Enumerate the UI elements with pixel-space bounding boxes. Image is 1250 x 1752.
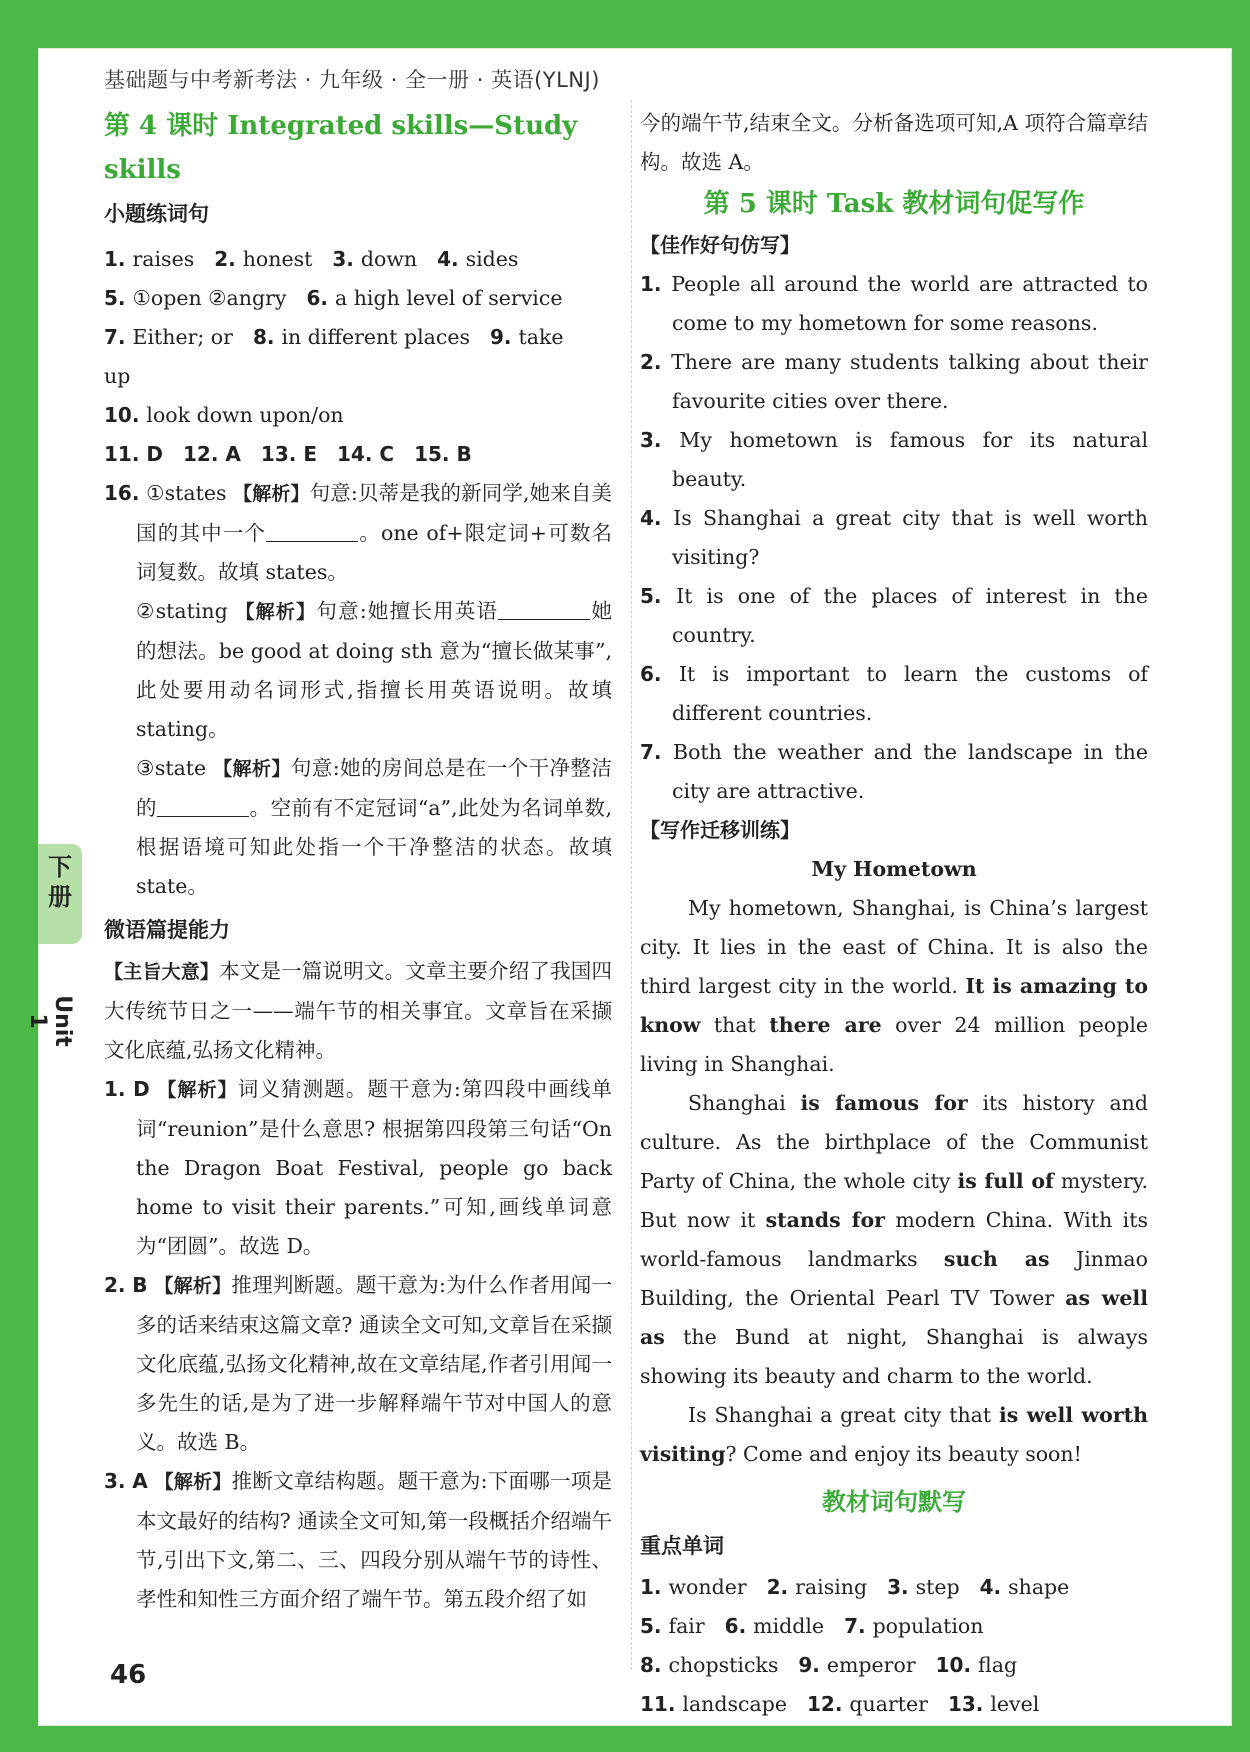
item-text: quarter: [849, 1692, 928, 1716]
highlighted-phrase: such as: [943, 1247, 1050, 1271]
highlighted-phrase: is well worth visiting: [640, 1403, 1148, 1466]
answer-text: ③state: [136, 756, 207, 780]
question-number: 2.: [104, 1273, 126, 1297]
answer-item: [332, 247, 417, 271]
imitation-sentence: [640, 343, 1148, 421]
question-number: 16.: [104, 481, 140, 505]
analysis-text: 她的想法。be good at doing sth 意为“擅长做某事”,此处要用动名词形式,指擅长用英语说明。故填 stating。: [136, 599, 613, 741]
essay-text: that: [700, 1013, 770, 1037]
unit-label: Unit 1: [25, 995, 75, 1047]
item-number: 8.: [252, 325, 282, 349]
essay-title: My Hometown: [811, 857, 977, 881]
item-number: 5.: [640, 1614, 669, 1638]
highlighted-phrase: is famous for: [800, 1091, 968, 1115]
word-line-2: [640, 1607, 1148, 1646]
right-column: [640, 104, 1148, 1724]
item-number: 10.: [935, 1653, 979, 1677]
main-idea-text: 本文是一篇说明文。文章主要介绍了我国四大传统节日之一——端午节的相关事宜。文章旨在采撷文化底蕴,弘扬文化精神。: [104, 959, 612, 1062]
page-frame-left: [0, 0, 38, 1752]
running-head: 基础题与中考新考法 · 九年级 · 全一册 · 英语(YLNJ): [104, 68, 600, 92]
answer-item: [104, 325, 233, 349]
analysis-tag: 【解析】: [233, 483, 310, 505]
answer-item: [798, 1653, 915, 1677]
highlighted-phrase: as well as: [640, 1286, 1148, 1349]
answer-item: [104, 403, 344, 427]
answer-letter: A: [132, 1469, 148, 1493]
answer-line-4: [104, 396, 612, 435]
item-text: down: [360, 247, 418, 271]
answer-item: [307, 286, 563, 310]
reading-answer-2: [104, 1266, 612, 1462]
page-frame-right: [1232, 0, 1250, 1752]
page-number: 46: [110, 1660, 147, 1690]
imitation-sentence: [640, 421, 1148, 499]
item-number: 4.: [437, 247, 466, 271]
item-number: 9.: [798, 1653, 827, 1677]
item-text: chopsticks: [668, 1653, 779, 1677]
column-divider: [631, 100, 632, 1670]
left-column: [104, 104, 612, 1619]
item-text: raises: [132, 247, 195, 271]
main-idea: [104, 952, 612, 1070]
item-text: step: [915, 1575, 960, 1599]
section-title-key-words: 重点单词: [640, 1534, 724, 1558]
essay-text: Shanghai: [688, 1091, 801, 1115]
answer-item: [261, 442, 317, 466]
answer-line-3: [104, 318, 612, 396]
section-title-writing: 【写作迁移训练】: [640, 818, 800, 842]
highlighted-phrase: It is amazing to know: [640, 974, 1148, 1037]
fill-blank: [157, 794, 249, 817]
item-number: 4.: [979, 1575, 1009, 1599]
item-text: sides: [465, 247, 519, 271]
item-number: 7.: [104, 325, 133, 349]
item-text: B: [456, 442, 472, 466]
essay-paragraph-3: [640, 1396, 1148, 1474]
reading-answer-3: [104, 1462, 612, 1619]
item-text: population: [872, 1614, 984, 1638]
item-number: 2.: [766, 1575, 796, 1599]
section-title-textbook-review: 教材词句默写: [822, 1487, 966, 1516]
analysis-tag: 【解析】: [235, 601, 317, 623]
answer-item: [104, 247, 194, 271]
word-line-3: [640, 1646, 1148, 1685]
section-title-imitation: 【佳作好句仿写】: [640, 233, 800, 257]
sentence-number: 7.: [640, 740, 673, 764]
essay-text: mystery. But now it: [640, 1169, 1148, 1232]
item-number: 8.: [640, 1653, 669, 1677]
question-16-part-3: [104, 749, 612, 906]
answer-item: [767, 1575, 867, 1599]
analysis-tag: 【解析】: [213, 758, 291, 780]
analysis-text: 句意:贝蒂是我的新同学,她来自美国的其中一个: [136, 481, 612, 545]
item-number: 2.: [214, 247, 243, 271]
continued-analysis: 今的端午节,结束全文。分析备选项可知,A 项符合篇章结构。故选 A。: [640, 111, 1148, 174]
analysis-text: 词义猜测题。题干意为:第四段中画线单词“reunion”是什么意思? 根据第四段第三句话“On the Dragon Boat Festival, people go back home to visit their parents.”可知,画线单词意为“团圆”。故选 D。: [136, 1077, 612, 1258]
answer-line-1: [104, 240, 612, 279]
essay-text: Is Shanghai a great city that: [688, 1403, 999, 1427]
main-idea-tag: 【主旨大意】: [104, 961, 220, 983]
volume-label: 下册: [48, 853, 72, 911]
answer-item: [640, 1692, 787, 1716]
imitation-sentence: [640, 265, 1148, 343]
lesson5-title: 第 5 课时 Task 教材词句促写作: [703, 189, 1085, 219]
item-text: landscape: [682, 1692, 787, 1716]
item-text: C: [379, 442, 395, 466]
essay-text: ? Come and enjoy its beauty soon!: [725, 1442, 1082, 1466]
sentence-text: It is important to learn the customs of different countries.: [672, 662, 1148, 725]
item-text: raising: [795, 1575, 868, 1599]
answer-letter: D: [133, 1077, 150, 1101]
item-number: 12.: [183, 442, 226, 466]
highlighted-phrase: is full of: [957, 1169, 1054, 1193]
item-number: 6.: [306, 286, 335, 310]
essay-text: My hometown, Shanghai, is China’s largest city. It lies in the east of China. It is also the third largest city in the world.: [640, 896, 1148, 998]
answer-item: [640, 1614, 705, 1638]
answer-item: [844, 1614, 983, 1638]
lesson4-title: 第 4 课时 Integrated skills—Study skills: [104, 111, 578, 185]
item-number: 15.: [414, 442, 457, 466]
item-number: 5.: [104, 286, 133, 310]
imitation-sentence: [640, 577, 1148, 655]
item-text: level: [990, 1692, 1040, 1716]
item-text: emperor: [826, 1653, 916, 1677]
analysis-tag: 【解析】: [154, 1471, 232, 1493]
answer-item: [640, 1575, 747, 1599]
fill-blank: [266, 519, 358, 542]
sentence-number: 4.: [640, 506, 674, 530]
item-text: E: [303, 442, 317, 466]
analysis-text: 推断文章结构题。题干意为:下面哪一项是本文最好的结构? 通读全文可知,第一段概括介绍端午节,引出下文,第二、三、四段分别从端午节的诗性、孝性和知性三方面介绍了端午节。第五段介绍了如: [136, 1469, 612, 1611]
sentence-text: There are many students talking about their favourite cities over there.: [671, 350, 1148, 413]
item-text: shape: [1008, 1575, 1070, 1599]
item-number: 1.: [640, 1575, 669, 1599]
answer-item: [807, 1692, 928, 1716]
section-title-reading: 微语篇提能力: [104, 918, 230, 942]
answer-item: [214, 247, 312, 271]
analysis-text: 。one of+限定词+可数名词复数。故填 states。: [136, 521, 613, 584]
highlighted-phrase: stands for: [765, 1208, 885, 1232]
analysis-text: 句意:她擅长用英语: [316, 599, 499, 623]
answer-item: [725, 1614, 824, 1638]
item-number: 14.: [336, 442, 380, 466]
highlighted-phrase: there are: [769, 1013, 882, 1037]
answer-item: [414, 442, 472, 466]
page-frame-top: [0, 0, 1250, 48]
sentence-text: Is Shanghai a great city that is well worth visiting?: [672, 506, 1148, 569]
answer-text: ①states: [146, 481, 227, 505]
essay-text: the Bund at night, Shanghai is always showing its beauty and charm to the world.: [640, 1325, 1148, 1388]
imitation-sentence: [640, 655, 1148, 733]
imitation-sentence: [640, 499, 1148, 577]
essay-text: modern China. With its world-famous landmarks: [640, 1208, 1148, 1271]
imitation-sentence-list: [640, 265, 1148, 811]
answer-item: [104, 442, 163, 466]
answer-item: [253, 325, 470, 349]
section-title-words: 小题练词句: [104, 202, 209, 226]
item-text: flag: [978, 1653, 1018, 1677]
item-number: 11.: [640, 1692, 683, 1716]
item-text: look down upon/on: [146, 403, 344, 427]
item-text: take up: [104, 325, 564, 388]
item-number: 12.: [807, 1692, 850, 1716]
item-text: fair: [668, 1614, 705, 1638]
item-text: Either; or: [132, 325, 233, 349]
item-number: 13.: [947, 1692, 991, 1716]
sentence-text: It is one of the places of interest in the country.: [672, 584, 1148, 647]
sentence-number: 3.: [640, 428, 680, 452]
word-line-1: [640, 1568, 1148, 1607]
fill-blank: [498, 597, 590, 620]
item-text: a high level of service: [334, 286, 563, 310]
answer-item: [104, 286, 287, 310]
question-number: 1.: [104, 1077, 126, 1101]
answer-item: [887, 1575, 960, 1599]
answer-item: [980, 1575, 1070, 1599]
item-number: 3.: [332, 247, 361, 271]
answer-line-2: [104, 279, 612, 318]
page-frame-bottom: [0, 1726, 1250, 1752]
answer-item: [640, 1653, 778, 1677]
item-number: 7.: [844, 1614, 873, 1638]
item-text: A: [225, 442, 241, 466]
analysis-text: 推理判断题。题干意为:为什么作者用闻一多的话来结束这篇文章? 通读全文可知,文章旨在采撷文化底蕴,弘扬文化精神,故在文章结尾,作者引用闻一多先生的话,是为了进一步解释端午节对中国人的意义。故选 B。: [136, 1273, 612, 1454]
analysis-text: 句意:她的房间总是在一个干净整洁的: [136, 756, 612, 820]
question-number: 3.: [104, 1469, 126, 1493]
answer-item: [936, 1653, 1017, 1677]
answer-item: [337, 442, 394, 466]
question-16-part-2: [104, 592, 612, 749]
reading-answer-1: [104, 1070, 612, 1266]
sentence-text: My hometown is famous for its natural beauty.: [672, 428, 1148, 491]
item-number: 6.: [724, 1614, 754, 1638]
answer-item: [183, 442, 241, 466]
sentence-number: 6.: [640, 662, 679, 686]
item-number: 9.: [490, 325, 519, 349]
essay-text: Jinmao Building, the Oriental Pearl TV Tower: [640, 1247, 1148, 1310]
sentence-number: 5.: [640, 584, 677, 608]
item-text: wonder: [668, 1575, 747, 1599]
item-text: D: [146, 442, 164, 466]
item-text: middle: [753, 1614, 825, 1638]
item-number: 13.: [260, 442, 304, 466]
item-text: ①open ②angry: [132, 286, 287, 310]
analysis-text: 。空前有不定冠词“a”,此处为名词单数,根据语境可知此处指一个干净整洁的状态。故填 state。: [136, 796, 612, 898]
imitation-sentence: [640, 733, 1148, 811]
answer-item: [948, 1692, 1039, 1716]
sentence-text: People all around the world are attracted to come to my hometown for some reasons.: [671, 272, 1148, 335]
item-text: honest: [242, 247, 313, 271]
word-line-4: [640, 1685, 1148, 1724]
answer-line-5: [104, 435, 612, 474]
analysis-tag: 【解析】: [154, 1275, 232, 1297]
essay-paragraph-2: [640, 1084, 1148, 1396]
essay-text: over 24 million people living in Shanghai.: [640, 1013, 1149, 1076]
sentence-number: 1.: [640, 272, 672, 296]
question-16-part-1: [104, 474, 612, 592]
sentence-number: 2.: [640, 350, 672, 374]
essay-paragraph-1: [640, 889, 1148, 1084]
item-text: in different places: [281, 325, 471, 349]
answer-text: ②stating: [136, 599, 228, 623]
item-number: 10.: [104, 403, 147, 427]
item-number: 1.: [104, 247, 133, 271]
item-number: 3.: [887, 1575, 916, 1599]
essay-text: its history and culture. As the birthplace of the Communist Party of China, the whole city: [640, 1091, 1148, 1193]
answer-letter: B: [132, 1273, 148, 1297]
answer-item: [437, 247, 518, 271]
item-number: 11.: [104, 442, 147, 466]
sentence-text: Both the weather and the landscape in the city are attractive.: [672, 740, 1148, 803]
analysis-tag: 【解析】: [157, 1079, 238, 1101]
